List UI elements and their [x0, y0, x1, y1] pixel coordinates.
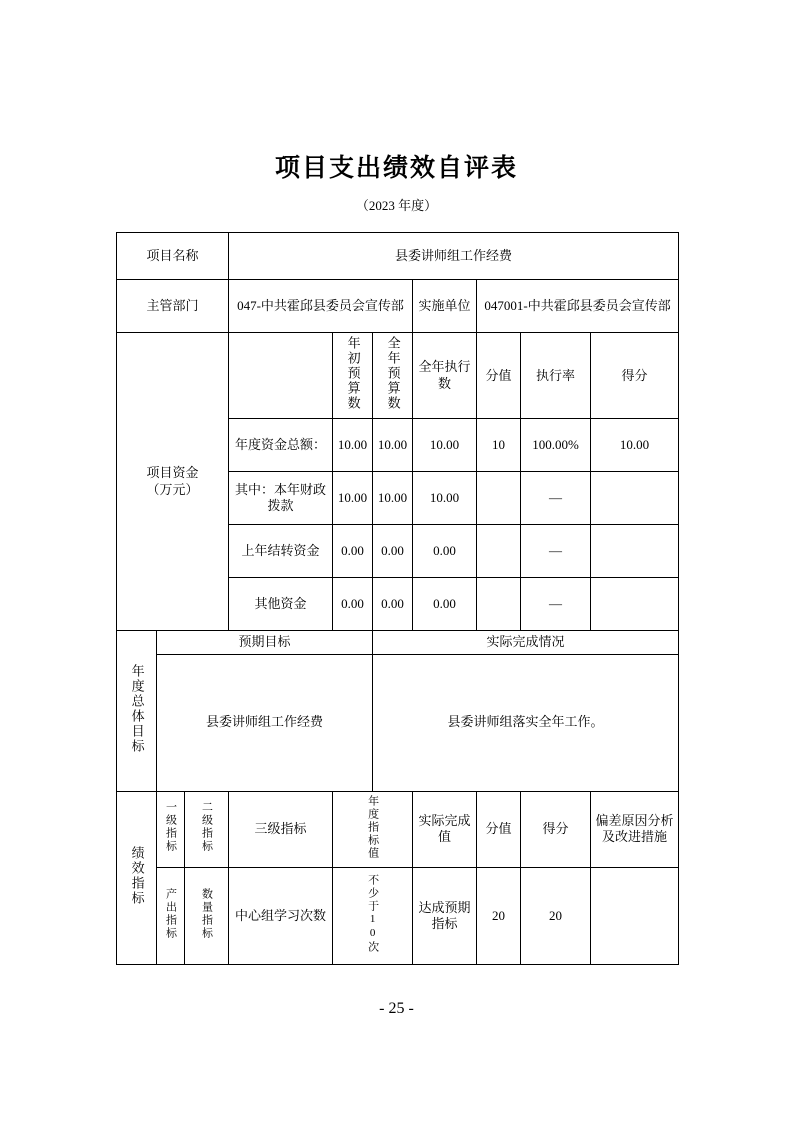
fund-initial-budget: 10.00	[333, 419, 373, 472]
indicator-level2: 数量指标	[185, 867, 229, 964]
fund-annual-budget: 0.00	[373, 578, 413, 631]
fund-initial-budget: 0.00	[333, 525, 373, 578]
actual-completion-header: 实际完成情况	[373, 631, 679, 654]
table-row	[117, 867, 679, 964]
fund-annual-budget: 0.00	[373, 525, 413, 578]
indicator-score: 20	[521, 867, 591, 964]
fund-execution-rate: —	[521, 578, 591, 631]
col-level2-indicator: 二级指标	[185, 791, 229, 867]
fund-execution-rate: 100.00%	[521, 419, 591, 472]
fund-annual-execution: 0.00	[413, 525, 477, 578]
col-level3-indicator: 三级指标	[229, 791, 333, 867]
fund-score-value	[477, 578, 521, 631]
col-score-value: 分值	[477, 333, 521, 419]
fund-initial-budget: 10.00	[333, 472, 373, 525]
fund-score: 10.00	[591, 419, 679, 472]
implement-unit-label: 实施单位	[413, 280, 477, 333]
fund-annual-execution: 10.00	[413, 419, 477, 472]
fund-row-name: 其他资金	[229, 578, 333, 631]
indicator-level3: 中心组学习次数	[229, 867, 333, 964]
fund-execution-rate: —	[521, 525, 591, 578]
fund-score-value: 10	[477, 419, 521, 472]
col-initial-budget: 年初预算数	[333, 333, 373, 419]
fund-row-name: 上年结转资金	[229, 525, 333, 578]
fund-annual-execution: 0.00	[413, 578, 477, 631]
implement-unit-value: 047001-中共霍邱县委员会宣传部	[477, 280, 679, 333]
col-annual-target: 年度指标值	[333, 791, 413, 867]
fund-score-value	[477, 525, 521, 578]
table-row-annual-goal-header	[117, 631, 679, 654]
col-actual-value: 实际完成值	[413, 791, 477, 867]
actual-completion-value: 县委讲师组落实全年工作。	[373, 654, 679, 791]
indicator-actual-value: 达成预期指标	[413, 867, 477, 964]
expected-goal-value: 县委讲师组工作经费	[157, 654, 373, 791]
fund-annual-budget: 10.00	[373, 472, 413, 525]
col-indicator-score: 得分	[521, 791, 591, 867]
funds-label	[117, 333, 229, 631]
page-subtitle: （2023 年度）	[355, 198, 438, 213]
performance-label: 绩效指标	[117, 791, 157, 964]
col-execution-rate: 执行率	[521, 333, 591, 419]
fund-score	[591, 472, 679, 525]
col-deviation: 偏差原因分析及改进措施	[591, 791, 679, 867]
fund-score	[591, 578, 679, 631]
fund-row-name: 其中：本年财政拨款	[229, 472, 333, 525]
project-name-label: 项目名称	[117, 233, 229, 280]
funds-label-line1: 项目资金	[146, 465, 199, 481]
fund-annual-execution: 10.00	[413, 472, 477, 525]
fund-score-value	[477, 472, 521, 525]
annual-goal-label: 年度总体目标	[117, 631, 157, 791]
col-score: 得分	[591, 333, 679, 419]
page-number: - 25 -	[379, 1000, 414, 1017]
fund-initial-budget: 0.00	[333, 578, 373, 631]
table-row-department	[117, 280, 679, 333]
department-label: 主管部门	[117, 280, 229, 333]
funds-label-line2: （万元）	[146, 481, 199, 497]
performance-self-evaluation-table	[116, 232, 679, 965]
col-annual-budget: 全年预算数	[373, 333, 413, 419]
table-row-project-name	[117, 233, 679, 280]
indicator-score-value: 20	[477, 867, 521, 964]
indicator-annual-target: 不少于10次	[333, 867, 413, 964]
table-row-indicator-header	[117, 791, 679, 867]
department-value: 047-中共霍邱县委员会宣传部	[229, 280, 413, 333]
project-name-value: 县委讲师组工作经费	[229, 233, 679, 280]
table-row-annual-goal	[117, 654, 679, 791]
fund-row-name: 年度资金总额：	[229, 419, 333, 472]
table-row-funds-header	[117, 333, 679, 419]
fund-score	[591, 525, 679, 578]
fund-annual-budget: 10.00	[373, 419, 413, 472]
col-annual-execution: 全年执行数	[413, 333, 477, 419]
indicator-deviation	[591, 867, 679, 964]
page-title: 项目支出绩效自评表	[274, 155, 518, 182]
col-level1-indicator: 一级指标	[157, 791, 185, 867]
col-indicator-score-value: 分值	[477, 791, 521, 867]
indicator-level1: 产出指标	[157, 867, 185, 964]
funds-row-name-header	[229, 333, 333, 419]
expected-goal-header: 预期目标	[157, 631, 373, 654]
fund-execution-rate: —	[521, 472, 591, 525]
